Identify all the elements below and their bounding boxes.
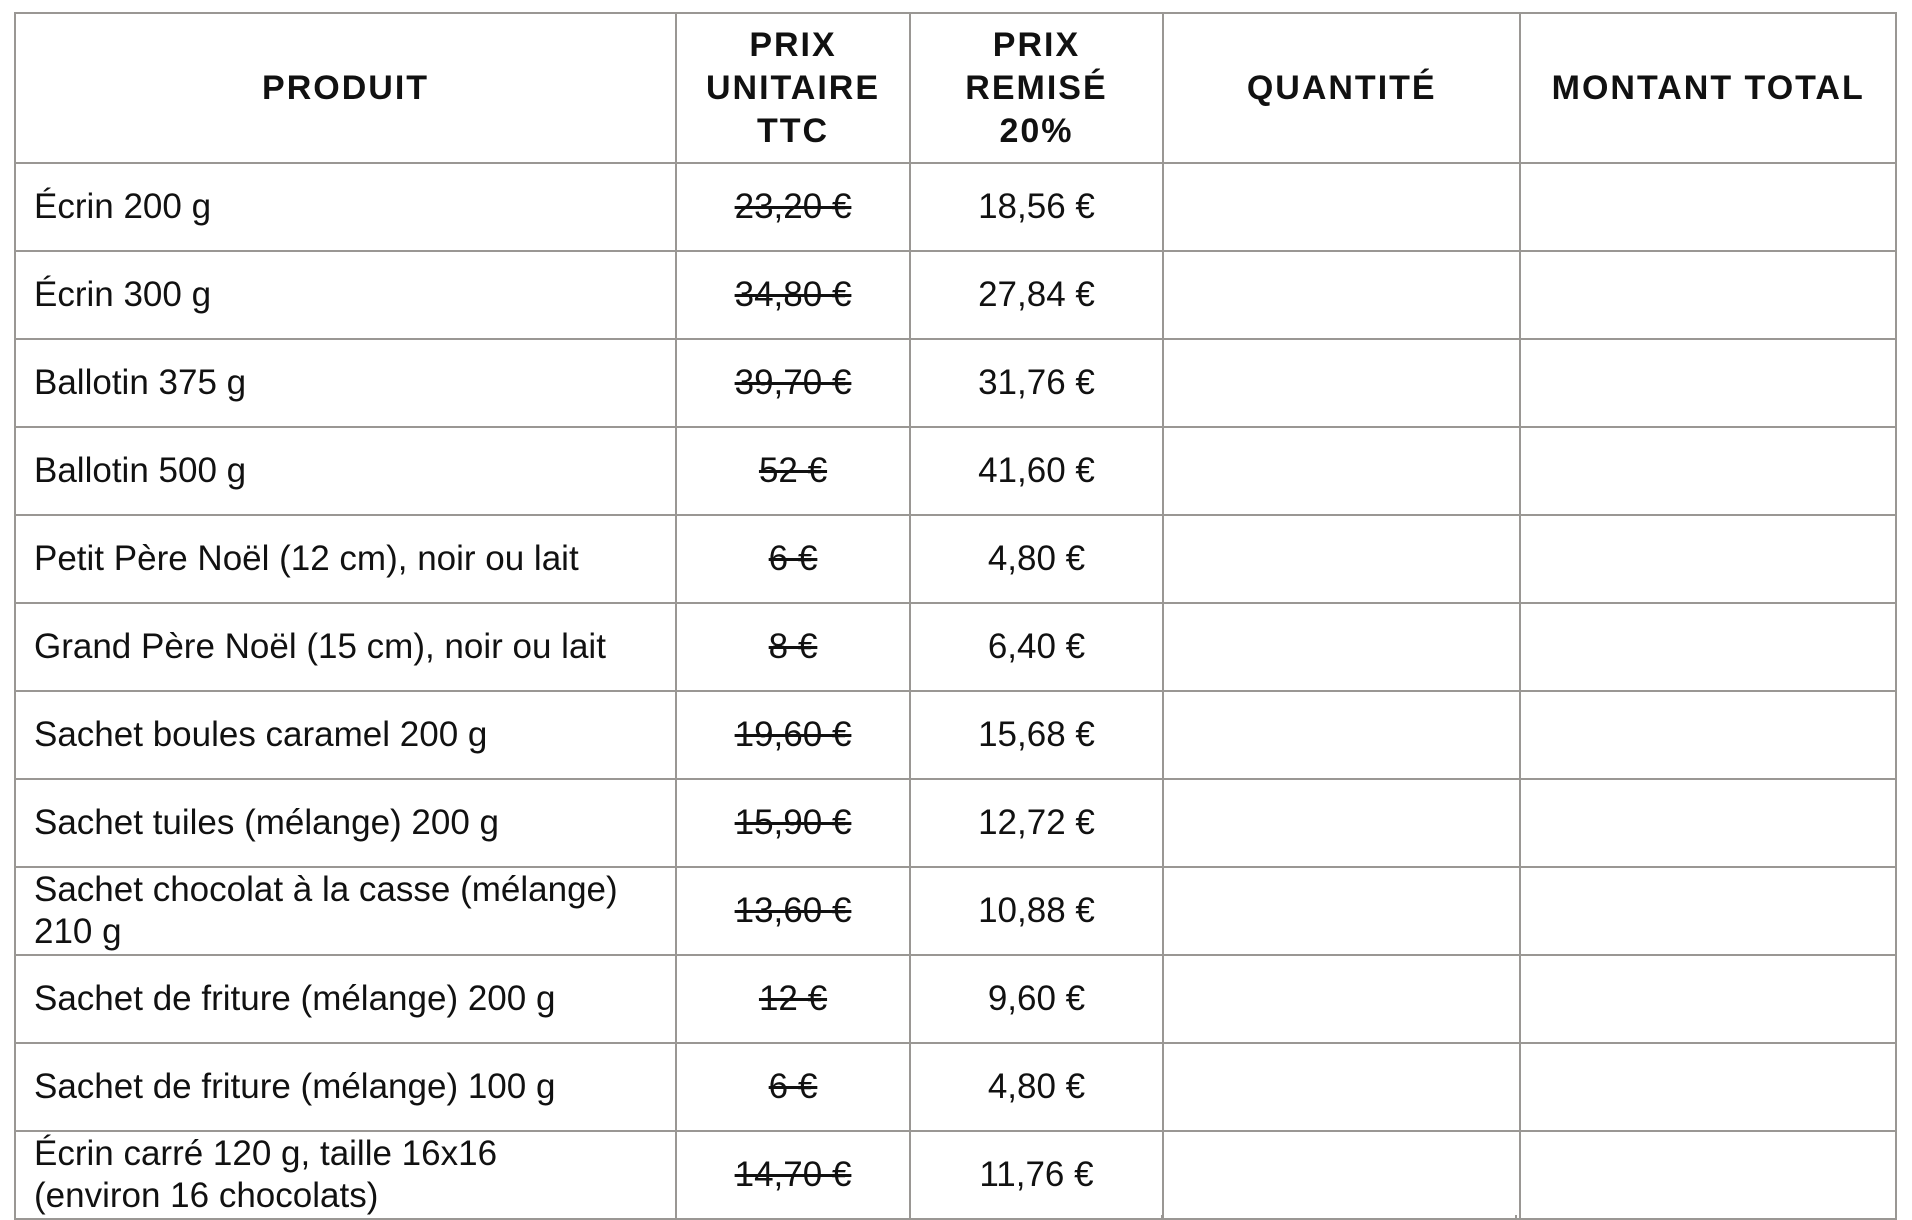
table-row (15, 251, 1896, 339)
total-amount-cell[interactable] (1520, 691, 1896, 779)
unit-price-cell (676, 603, 910, 691)
table-row (15, 163, 1896, 251)
unit-price-struck: 52 € (758, 451, 828, 490)
quantity-cell[interactable] (1163, 515, 1520, 603)
unit-price-cell (676, 339, 910, 427)
total-amount-cell[interactable] (1520, 1131, 1896, 1219)
total-amount-cell[interactable] (1520, 163, 1896, 251)
total-amount-cell[interactable] (1520, 955, 1896, 1043)
unit-price-struck: 8 € (768, 627, 818, 666)
product-name: Ballotin 500 g (15, 427, 676, 515)
header-produit-label: PRODUIT (262, 68, 430, 107)
table-row (15, 603, 1896, 691)
product-name: Sachet boules caramel 200 g (15, 691, 676, 779)
header-prix-unitaire (676, 13, 910, 163)
product-name: Écrin 300 g (15, 251, 676, 339)
unit-price-struck: 19,60 € (734, 715, 852, 754)
unit-price-cell (676, 1131, 910, 1219)
discounted-price: 18,56 € (910, 163, 1163, 251)
unit-price-cell (676, 1043, 910, 1131)
product-name-line-2: (environ 16 chocolats) (34, 1176, 379, 1215)
header-montant-total (1520, 13, 1896, 163)
table-row (15, 955, 1896, 1043)
product-name: Grand Père Noël (15 cm), noir ou lait (15, 603, 676, 691)
product-name: Sachet tuiles (mélange) 200 g (15, 779, 676, 867)
total-amount-cell[interactable] (1520, 427, 1896, 515)
quantity-cell[interactable] (1163, 427, 1520, 515)
unit-price-struck: 6 € (768, 539, 818, 578)
header-prix-remise (910, 13, 1163, 163)
quantity-cell[interactable] (1163, 691, 1520, 779)
unit-price-struck: 6 € (768, 1067, 818, 1106)
unit-price-struck: 13,60 € (734, 891, 852, 930)
header-quantite-label: QUANTITÉ (1246, 68, 1437, 107)
product-name-line-1: Écrin carré 120 g, taille 16x16 (34, 1134, 498, 1173)
discounted-price: 41,60 € (910, 427, 1163, 515)
table-row (15, 427, 1896, 515)
quantity-cell[interactable] (1163, 867, 1520, 955)
price-table (14, 12, 1897, 1220)
header-prix-remise-line-3: 20% (999, 111, 1074, 150)
order-form (14, 12, 1897, 1220)
table-row (15, 339, 1896, 427)
product-name: Sachet chocolat à la casse (mélange) 210 g (15, 867, 676, 955)
header-produit (15, 13, 676, 163)
header-prix-remise-line-1: PRIX (992, 25, 1081, 64)
total-amount-cell[interactable] (1520, 779, 1896, 867)
unit-price-cell (676, 955, 910, 1043)
product-name: Sachet de friture (mélange) 200 g (15, 955, 676, 1043)
quantity-cell[interactable] (1163, 163, 1520, 251)
unit-price-cell (676, 427, 910, 515)
quantity-cell[interactable] (1163, 251, 1520, 339)
table-row (15, 1043, 1896, 1131)
discounted-price: 31,76 € (910, 339, 1163, 427)
total-amount-cell[interactable] (1520, 339, 1896, 427)
product-name: Ballotin 375 g (15, 339, 676, 427)
unit-price-struck: 14,70 € (734, 1155, 852, 1194)
product-name (15, 1131, 676, 1219)
table-row (15, 515, 1896, 603)
unit-price-cell (676, 867, 910, 955)
discounted-price: 27,84 € (910, 251, 1163, 339)
discounted-price: 4,80 € (910, 515, 1163, 603)
header-quantite (1163, 13, 1520, 163)
total-amount-cell[interactable] (1520, 603, 1896, 691)
unit-price-cell (676, 515, 910, 603)
discounted-price: 6,40 € (910, 603, 1163, 691)
product-name: Petit Père Noël (12 cm), noir ou lait (15, 515, 676, 603)
unit-price-struck: 15,90 € (734, 803, 852, 842)
total-amount-cell[interactable] (1520, 515, 1896, 603)
header-prix-unitaire-line-2: UNITAIRE (705, 68, 881, 107)
table-row (15, 779, 1896, 867)
product-name: Sachet de friture (mélange) 100 g (15, 1043, 676, 1131)
table-row (15, 691, 1896, 779)
quantity-cell[interactable] (1163, 603, 1520, 691)
quantity-cell[interactable] (1163, 1131, 1520, 1219)
unit-price-cell (676, 691, 910, 779)
quantity-cell[interactable] (1163, 339, 1520, 427)
quantity-cell[interactable] (1163, 779, 1520, 867)
table-row (15, 1131, 1896, 1219)
unit-price-cell (676, 779, 910, 867)
header-prix-unitaire-line-3: TTC (756, 111, 830, 150)
total-amount-cell[interactable] (1520, 1043, 1896, 1131)
unit-price-struck: 34,80 € (734, 275, 852, 314)
total-amount-cell[interactable] (1520, 251, 1896, 339)
unit-price-struck: 23,20 € (734, 187, 852, 226)
quantity-cell[interactable] (1163, 955, 1520, 1043)
header-prix-unitaire-line-1: PRIX (749, 25, 837, 64)
discounted-price: 12,72 € (910, 779, 1163, 867)
discounted-price: 9,60 € (910, 955, 1163, 1043)
quantity-cell[interactable] (1163, 1043, 1520, 1131)
table-row (15, 867, 1896, 955)
header-montant-total-label: MONTANT TOTAL (1551, 68, 1865, 107)
header-prix-remise-line-2: REMISÉ (965, 68, 1108, 107)
unit-price-struck: 12 € (758, 979, 828, 1018)
total-amount-cell[interactable] (1520, 867, 1896, 955)
unit-price-cell (676, 163, 910, 251)
product-name: Écrin 200 g (15, 163, 676, 251)
table-header (15, 13, 1896, 163)
discounted-price: 11,76 € (910, 1131, 1163, 1219)
discounted-price: 4,80 € (910, 1043, 1163, 1131)
discounted-price: 10,88 € (910, 867, 1163, 955)
table-body (15, 163, 1896, 1219)
unit-price-cell (676, 251, 910, 339)
header-row (15, 13, 1896, 163)
discounted-price: 15,68 € (910, 691, 1163, 779)
unit-price-struck: 39,70 € (734, 363, 852, 402)
